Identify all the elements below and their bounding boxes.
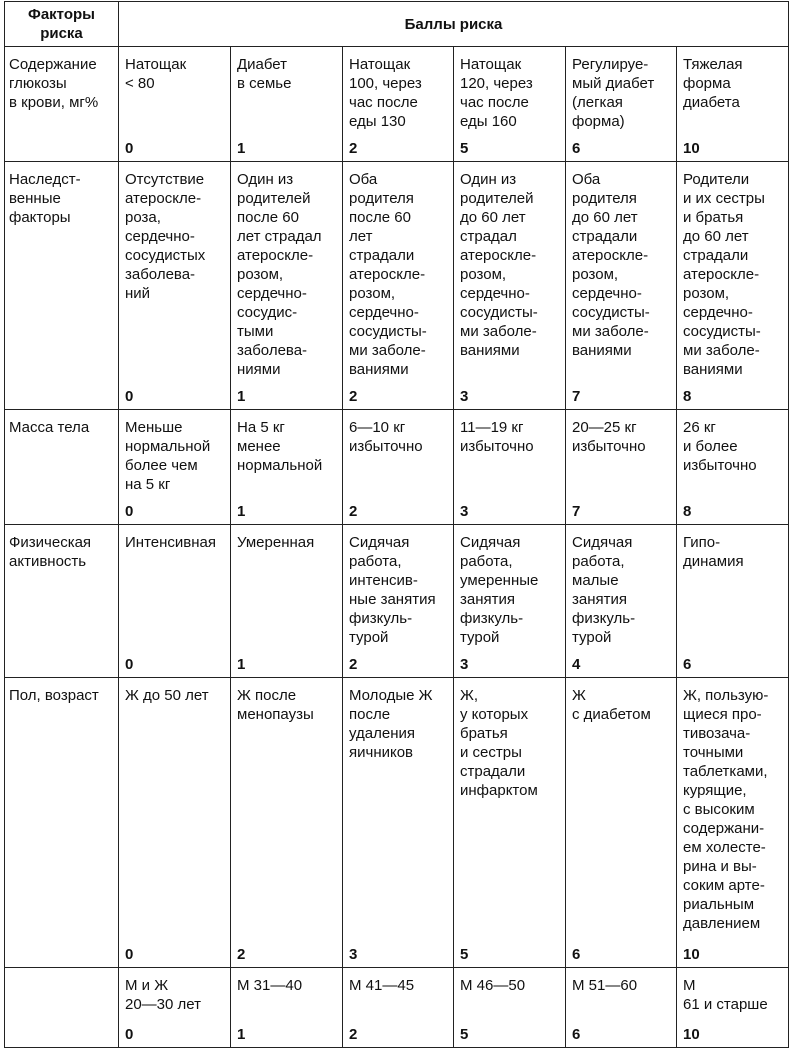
- criterion-text: Один из родителей после 60 лет страдал атероскле- розом, сердечно- сосудис- тыми заболева- ниями: [237, 171, 322, 378]
- criterion-text: Ж после менопаузы: [237, 687, 314, 723]
- criterion-text: М 61 и старше: [683, 977, 768, 1013]
- score-cell: [119, 678, 231, 968]
- criterion-text: М и Ж 20—30 лет: [125, 977, 202, 1013]
- criterion-text: М 31—40: [237, 977, 303, 994]
- score-cell: [566, 47, 677, 162]
- criterion-text: Ж до 50 лет: [125, 687, 209, 704]
- score-value: 8: [683, 503, 692, 520]
- score-value: 0: [125, 946, 134, 963]
- table-row: [5, 678, 789, 968]
- table-row: [5, 525, 789, 678]
- criterion-text: Сидячая работа, интенсив- ные занятия физкуль- турой: [349, 534, 436, 646]
- score-cell: [343, 525, 454, 678]
- criterion-text: Тяжелая форма диабета: [683, 56, 743, 111]
- risk-factor-label: Масса тела: [9, 419, 90, 436]
- score-cell: [677, 162, 789, 410]
- criterion-text: Ж с диабетом: [572, 687, 651, 723]
- risk-factor-label: Пол, возраст: [9, 687, 99, 704]
- score-cell: [677, 47, 789, 162]
- score-cell: [566, 525, 677, 678]
- risk-factor-cell: [5, 968, 119, 1048]
- risk-factor-cell: [5, 47, 119, 162]
- criterion-text: Гипо- динамия: [683, 534, 744, 570]
- score-value: 2: [349, 1026, 358, 1043]
- criterion-text: М 51—60: [572, 977, 638, 994]
- score-value: 0: [125, 656, 134, 673]
- score-cell: [343, 678, 454, 968]
- score-value: 7: [572, 503, 581, 520]
- score-cell: [677, 678, 789, 968]
- score-cell: [231, 968, 343, 1048]
- score-cell: [231, 47, 343, 162]
- score-value: 3: [460, 388, 469, 405]
- score-value: 3: [460, 503, 469, 520]
- score-value: 1: [237, 140, 246, 157]
- score-value: 6: [572, 140, 581, 157]
- table-row: [5, 162, 789, 410]
- criterion-text: Умеренная: [237, 534, 315, 551]
- score-cell: [119, 162, 231, 410]
- criterion-text: 11—19 кг избыточно: [460, 419, 534, 455]
- header-scores-label: Баллы риска: [404, 15, 503, 33]
- risk-factors-table: [4, 1, 789, 1048]
- header-row: [5, 2, 789, 47]
- score-cell: [454, 162, 566, 410]
- score-cell: [677, 968, 789, 1048]
- score-cell: [231, 162, 343, 410]
- score-cell: [566, 968, 677, 1048]
- score-value: 6: [572, 1026, 581, 1043]
- criterion-text: Отсутствие атероскле- роза, сердечно- сосудистых заболева- ний: [125, 171, 206, 302]
- score-value: 7: [572, 388, 581, 405]
- score-value: 1: [237, 1026, 246, 1043]
- score-cell: [566, 162, 677, 410]
- criterion-text: Натощак < 80: [125, 56, 187, 92]
- score-value: 2: [349, 388, 358, 405]
- criterion-text: Натощак 100, через час после еды 130: [349, 56, 422, 130]
- score-value: 0: [125, 1026, 134, 1043]
- risk-factor-label: Наследст- венные факторы: [9, 171, 81, 226]
- criterion-text: Сидячая работа, малые занятия физкуль- турой: [572, 534, 636, 646]
- score-value: 0: [125, 388, 134, 405]
- score-value: 1: [237, 656, 246, 673]
- score-value: 2: [349, 140, 358, 157]
- score-value: 5: [460, 140, 469, 157]
- score-value: 2: [349, 656, 358, 673]
- score-cell: [566, 410, 677, 525]
- score-value: 3: [460, 656, 469, 673]
- criterion-text: Ж, у которых братья и сестры страдали инфарктом: [460, 687, 538, 799]
- table-row: [5, 410, 789, 525]
- score-cell: [119, 410, 231, 525]
- criterion-text: 20—25 кг избыточно: [572, 419, 646, 455]
- score-value: 3: [349, 946, 358, 963]
- score-cell: [566, 678, 677, 968]
- score-value: 4: [572, 656, 581, 673]
- criterion-text: Регулируе- мый диабет (легкая форма): [572, 56, 655, 130]
- risk-factor-cell: [5, 678, 119, 968]
- table-row: [5, 47, 789, 162]
- header-factors: [5, 2, 119, 47]
- score-value: 6: [683, 656, 692, 673]
- score-cell: [119, 525, 231, 678]
- criterion-text: Ж, пользую- щиеся про- тивозача- точными таблетками, курящие, с высоким содержани- ем холесте- рина и вы- соким арте- риальным давлением: [683, 687, 769, 932]
- criterion-text: Оба родителя до 60 лет страдали атероскле- розом, сердечно- сосудисты- ми заболе- ваниями: [572, 171, 650, 359]
- criterion-text: Оба родителя после 60 лет страдали атероскле- розом, сердечно- сосудисты- ми заболе- ваниями: [349, 171, 427, 378]
- criterion-text: Родители и их сестры и братья до 60 лет страдали атероскле- розом, сердечно- сосудисты- ми заболе- ваниями: [683, 171, 765, 378]
- risk-factor-cell: [5, 162, 119, 410]
- score-value: 10: [683, 1026, 700, 1043]
- risk-factor-cell: [5, 410, 119, 525]
- risk-factor-label: Содержание глюкозы в крови, мг%: [9, 56, 99, 111]
- score-cell: [454, 410, 566, 525]
- score-value: 8: [683, 388, 692, 405]
- score-cell: [231, 525, 343, 678]
- criterion-text: М 41—45: [349, 977, 415, 994]
- score-cell: [454, 525, 566, 678]
- score-value: 10: [683, 140, 700, 157]
- score-cell: [343, 162, 454, 410]
- score-value: 6: [572, 946, 581, 963]
- score-cell: [454, 47, 566, 162]
- criterion-text: На 5 кг менее нормальной: [237, 419, 323, 474]
- criterion-text: Меньше нормальной более чем на 5 кг: [125, 419, 211, 493]
- score-cell: [119, 968, 231, 1048]
- criterion-text: Сидячая работа, умеренные занятия физкуль- турой: [460, 534, 539, 646]
- score-value: 1: [237, 503, 246, 520]
- score-value: 0: [125, 140, 134, 157]
- criterion-text: Молодые Ж после удаления яичников: [349, 687, 433, 761]
- criterion-text: Диабет в семье: [237, 56, 292, 92]
- score-value: 2: [237, 946, 246, 963]
- score-cell: [231, 410, 343, 525]
- score-value: 10: [683, 946, 700, 963]
- score-cell: [677, 525, 789, 678]
- criterion-text: 6—10 кг избыточно: [349, 419, 423, 455]
- header-factors-label: Факторы риска: [28, 6, 95, 42]
- risk-factor-cell: [5, 525, 119, 678]
- score-cell: [343, 410, 454, 525]
- score-cell: [231, 678, 343, 968]
- score-value: 2: [349, 503, 358, 520]
- header-scores: [119, 2, 789, 47]
- score-cell: [119, 47, 231, 162]
- score-cell: [454, 678, 566, 968]
- score-value: 0: [125, 503, 134, 520]
- score-cell: [454, 968, 566, 1048]
- table-row: [5, 968, 789, 1048]
- score-value: 5: [460, 946, 469, 963]
- score-value: 1: [237, 388, 246, 405]
- criterion-text: М 46—50: [460, 977, 526, 994]
- risk-factor-label: Физическая активность: [9, 534, 92, 570]
- criterion-text: Один из родителей до 60 лет страдал атероскле- розом, сердечно- сосудисты- ми заболе- ваниями: [460, 171, 538, 359]
- criterion-text: 26 кг и более избыточно: [683, 419, 757, 474]
- score-cell: [343, 47, 454, 162]
- criterion-text: Натощак 120, через час после еды 160: [460, 56, 533, 130]
- criterion-text: Интенсивная: [125, 534, 216, 551]
- score-value: 5: [460, 1026, 469, 1043]
- score-cell: [677, 410, 789, 525]
- score-cell: [343, 968, 454, 1048]
- table-body: [5, 47, 789, 1048]
